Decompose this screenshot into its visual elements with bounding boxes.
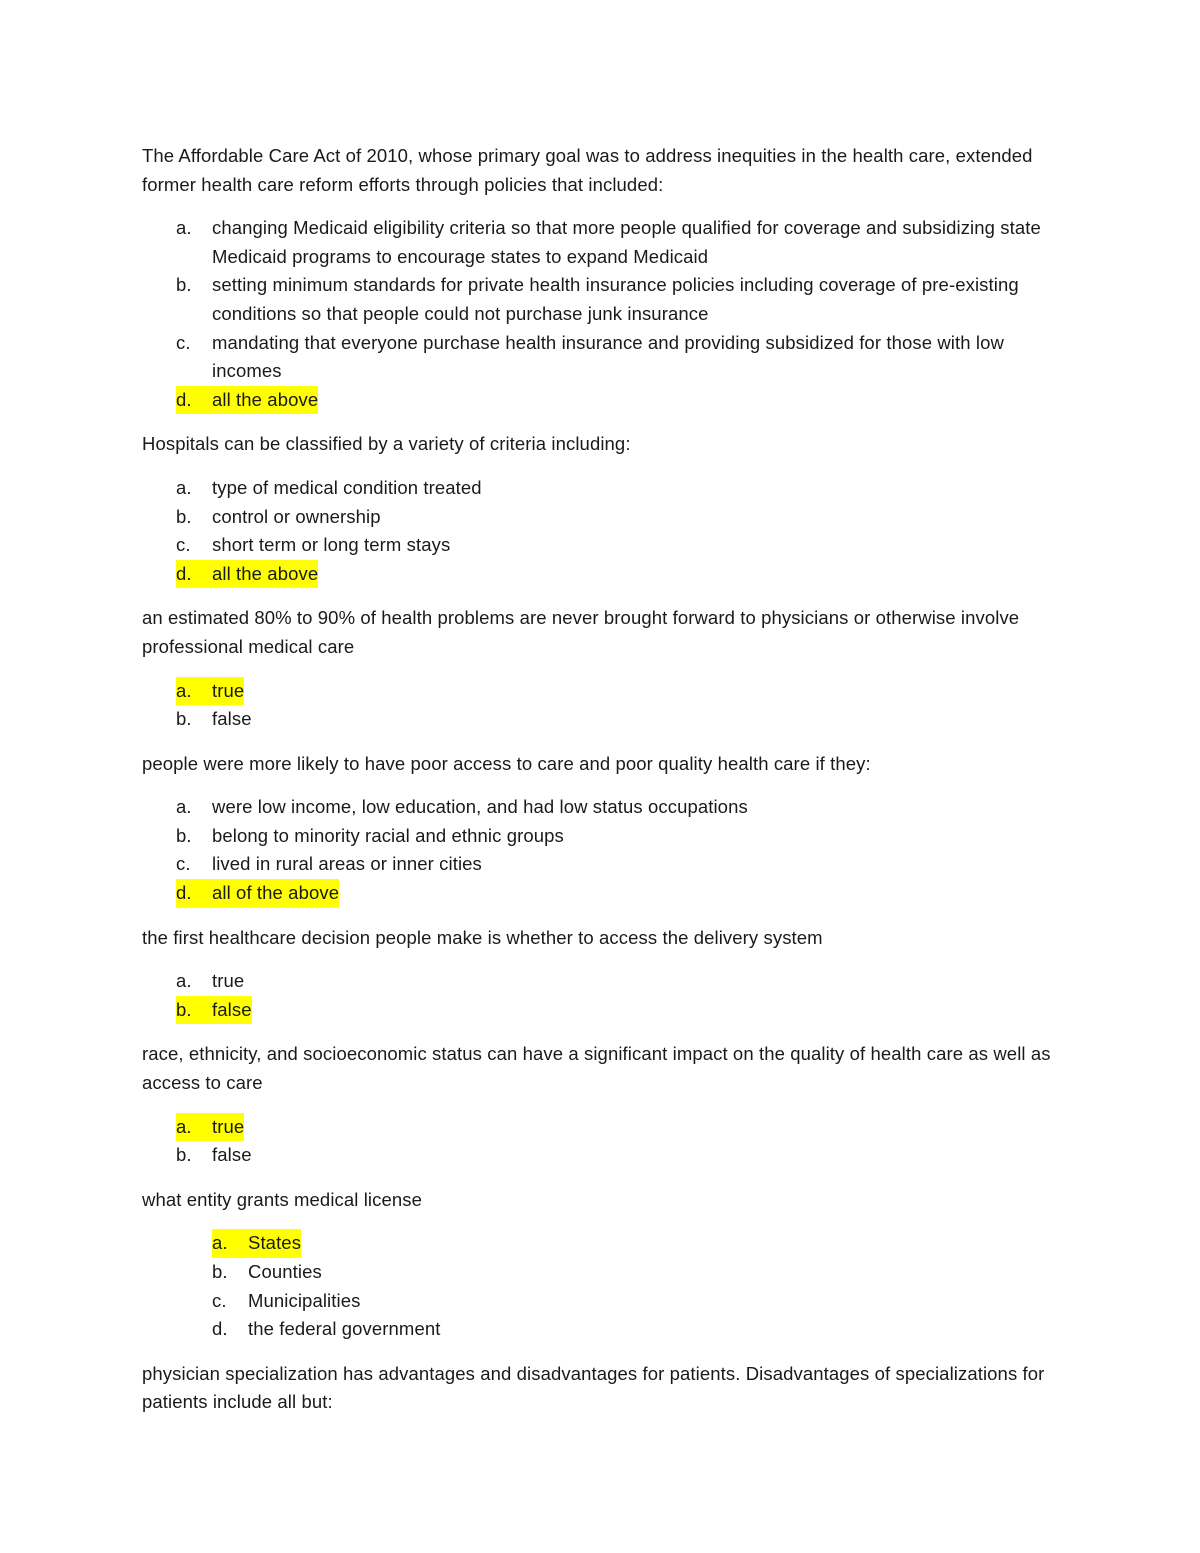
- option-letter: a.: [176, 796, 192, 818]
- question-3-prompt: an estimated 80% to 90% of health problems are never brought forward to physicians or otherwise involve professional medical care: [142, 607, 1020, 657]
- option-text: mandating that everyone purchase health insurance and providing subsidized for those with low incomes: [212, 331, 1004, 382]
- option-4d-highlighted: [142, 879, 1062, 908]
- option-text: true: [212, 677, 244, 706]
- option-7c: [142, 1287, 1062, 1316]
- option-text: States: [248, 1229, 301, 1258]
- question-8-prompt: physician specialization has advantages and disadvantages for patients. Disadvantages of specializations for patients include all but:: [142, 1362, 1045, 1413]
- option-1a: [142, 214, 1062, 271]
- option-letter: c.: [176, 331, 191, 353]
- option-text: setting minimum standards for private health insurance policies including coverage of pre-existing conditions so that people could not purchase junk insurance: [212, 274, 1019, 324]
- question-6-prompt: race, ethnicity, and socioeconomic status can have a significant impact on the quality of health care as well as access to care: [142, 1043, 1051, 1094]
- option-letter: b.: [176, 708, 192, 730]
- option-7a-highlighted: [142, 1229, 1062, 1258]
- option-letter: b.: [176, 996, 212, 1025]
- option-3a-highlighted: [142, 677, 1062, 706]
- option-letter: a.: [176, 970, 192, 992]
- option-1d-highlighted: [142, 386, 1062, 415]
- option-letter: d.: [212, 1318, 228, 1340]
- option-7d: [142, 1315, 1062, 1344]
- option-3b: [142, 705, 1062, 734]
- question-4-options: [142, 793, 1062, 907]
- option-text: short term or long term stays: [212, 534, 451, 556]
- question-1-options: [142, 214, 1062, 414]
- option-4a: [142, 793, 1062, 822]
- question-4-prompt: people were more likely to have poor access to care and poor quality health care if they:: [142, 752, 871, 774]
- option-2b: [142, 503, 1062, 532]
- option-text: all the above: [212, 560, 318, 589]
- option-2a: [142, 474, 1062, 503]
- option-text: Municipalities: [248, 1289, 361, 1311]
- option-text: were low income, low education, and had low status occupations: [212, 796, 748, 818]
- option-text: changing Medicaid eligibility criteria so that more people qualified for coverage and subsidizing state Medicaid programs to encourage states to expand Medicaid: [212, 217, 1041, 267]
- question-7-options: [142, 1229, 1062, 1343]
- option-4b: [142, 822, 1062, 851]
- question-3-options: [142, 677, 1062, 734]
- question-7-prompt: what entity grants medical license: [142, 1188, 423, 1210]
- question-5-options: [142, 967, 1062, 1024]
- option-text: false: [212, 1144, 252, 1166]
- option-1c: [142, 329, 1062, 386]
- option-2d-highlighted: [142, 560, 1062, 589]
- option-text: belong to minority racial and ethnic groups: [212, 824, 564, 846]
- option-letter: c.: [212, 1289, 227, 1311]
- option-letter: c.: [176, 853, 191, 875]
- option-text: all the above: [212, 386, 318, 415]
- option-text: control or ownership: [212, 505, 381, 527]
- option-text: the federal government: [248, 1318, 441, 1340]
- option-letter: b.: [212, 1261, 228, 1282]
- option-letter: d.: [176, 386, 212, 415]
- option-letter: d.: [176, 879, 212, 908]
- option-text: Counties: [248, 1261, 322, 1282]
- option-text: type of medical condition treated: [212, 476, 482, 498]
- option-4c: [142, 850, 1062, 879]
- quiz-document: [142, 142, 1062, 1432]
- option-text: true: [212, 970, 245, 992]
- option-text: lived in rural areas or inner cities: [212, 853, 482, 875]
- option-letter: c.: [176, 534, 191, 556]
- option-letter: b.: [176, 505, 192, 527]
- question-6-options: [142, 1113, 1062, 1170]
- option-letter: a.: [176, 217, 192, 239]
- option-5b-highlighted: [142, 996, 1062, 1025]
- option-text: all of the above: [212, 879, 339, 908]
- option-letter: a.: [176, 1113, 212, 1142]
- option-1b: [142, 271, 1062, 328]
- option-letter: d.: [176, 560, 212, 589]
- question-1-prompt: The Affordable Care Act of 2010, whose primary goal was to address inequities in the health care, extended former health care reform efforts through policies that included:: [142, 145, 1033, 195]
- option-letter: a.: [176, 476, 192, 498]
- question-5-prompt: the first healthcare decision people make is whether to access the delivery system: [142, 926, 823, 948]
- option-text: false: [212, 708, 252, 730]
- question-2-options: [142, 474, 1062, 588]
- question-2-prompt: Hospitals can be classified by a variety of criteria including:: [142, 433, 631, 455]
- option-letter: a.: [176, 677, 212, 706]
- option-5a: [142, 967, 1062, 996]
- option-text: true: [212, 1113, 244, 1142]
- option-letter: b.: [176, 1144, 192, 1166]
- option-letter: a.: [212, 1229, 248, 1258]
- option-text: false: [212, 996, 252, 1025]
- option-7b: [142, 1258, 1062, 1287]
- option-letter: b.: [176, 824, 192, 846]
- option-6a-highlighted: [142, 1113, 1062, 1142]
- option-2c: [142, 531, 1062, 560]
- option-letter: b.: [176, 274, 192, 296]
- option-6b: [142, 1141, 1062, 1170]
